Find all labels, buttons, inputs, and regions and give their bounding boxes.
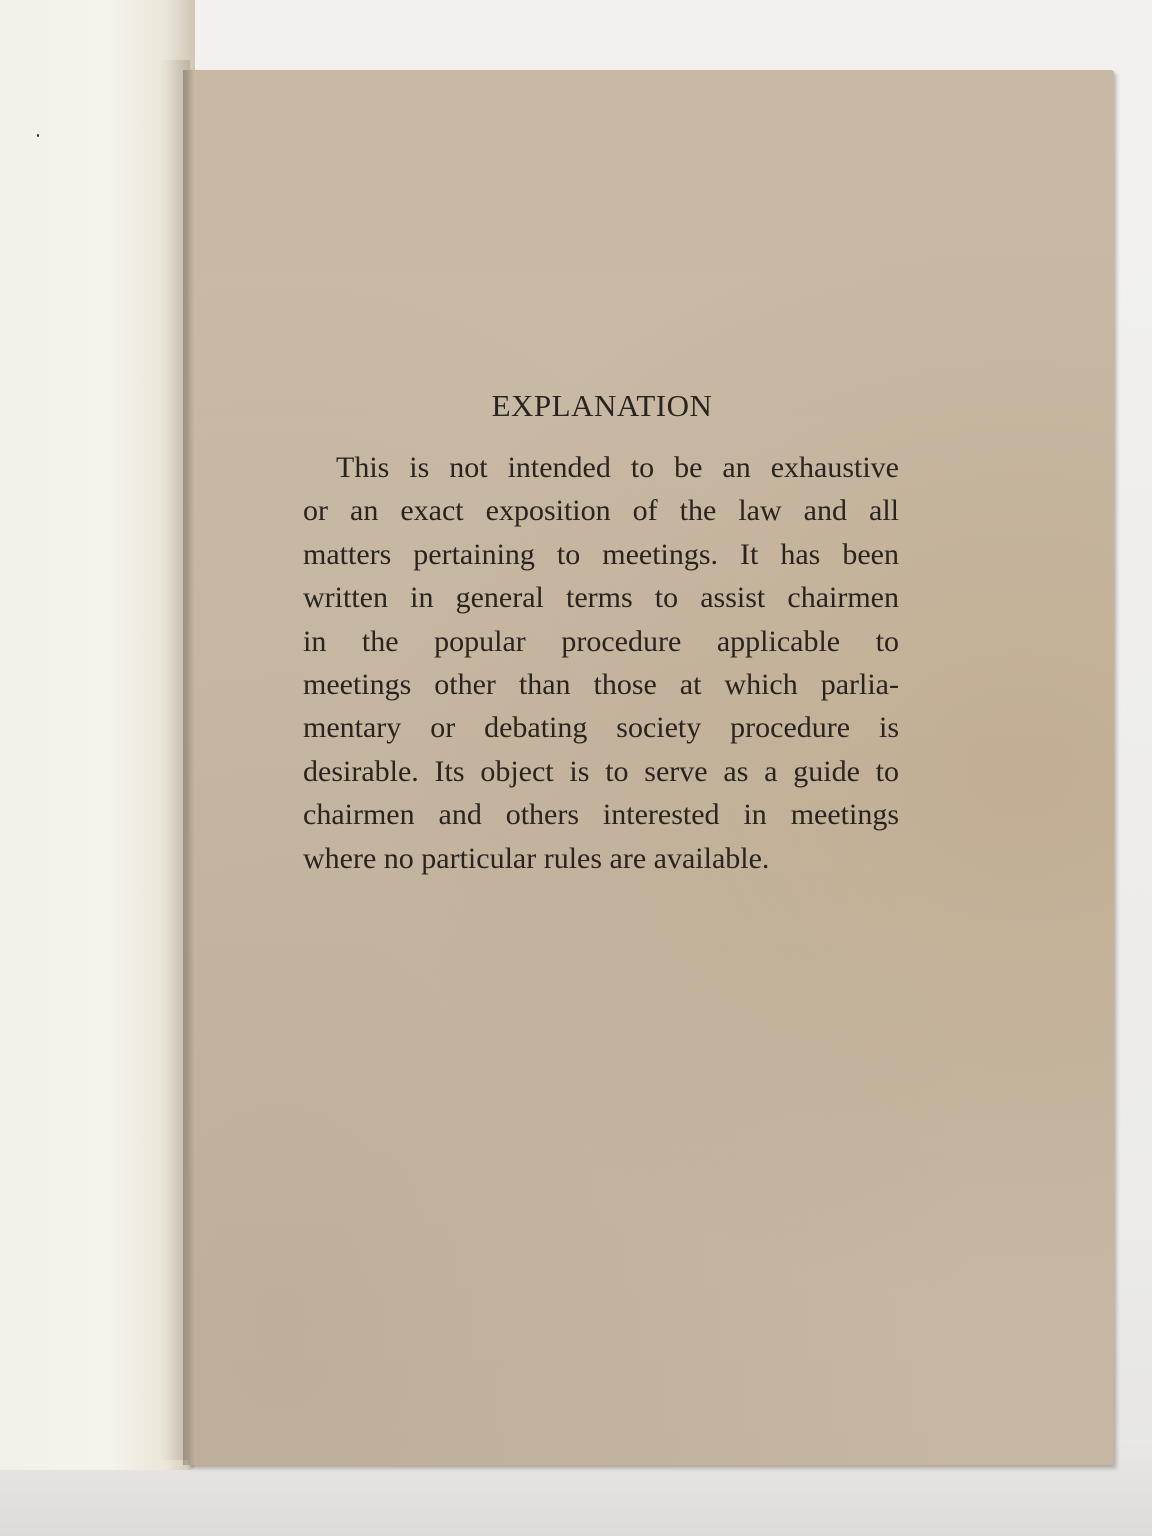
paragraph-line: mentary or debating society procedure is [303,711,899,745]
paper-speck [37,134,39,137]
gutter-shadow [183,70,195,1465]
paragraph-line: meetings other than those at which parlia- [303,668,899,702]
paragraph-line: chairmen and others interested in meetings [303,798,899,832]
left-page [0,0,195,1470]
right-page [188,70,1114,1465]
page-title: EXPLANATION [491,388,713,423]
explanation-paragraph [303,446,899,880]
paragraph-line: This is not intended to be an exhaustive [336,451,899,484]
paragraph-line: matters pertaining to meetings. It has been [303,537,899,571]
paragraph-line: where no particular rules are available. [303,841,770,875]
paragraph-line: in the popular procedure applicable to [303,624,899,658]
paragraph-line: desirable. Its object is to serve as a guide to [303,754,899,788]
paragraph-line: written in general terms to assist chairmen [303,581,899,615]
paragraph-line: or an exact exposition of the law and all [303,494,899,528]
